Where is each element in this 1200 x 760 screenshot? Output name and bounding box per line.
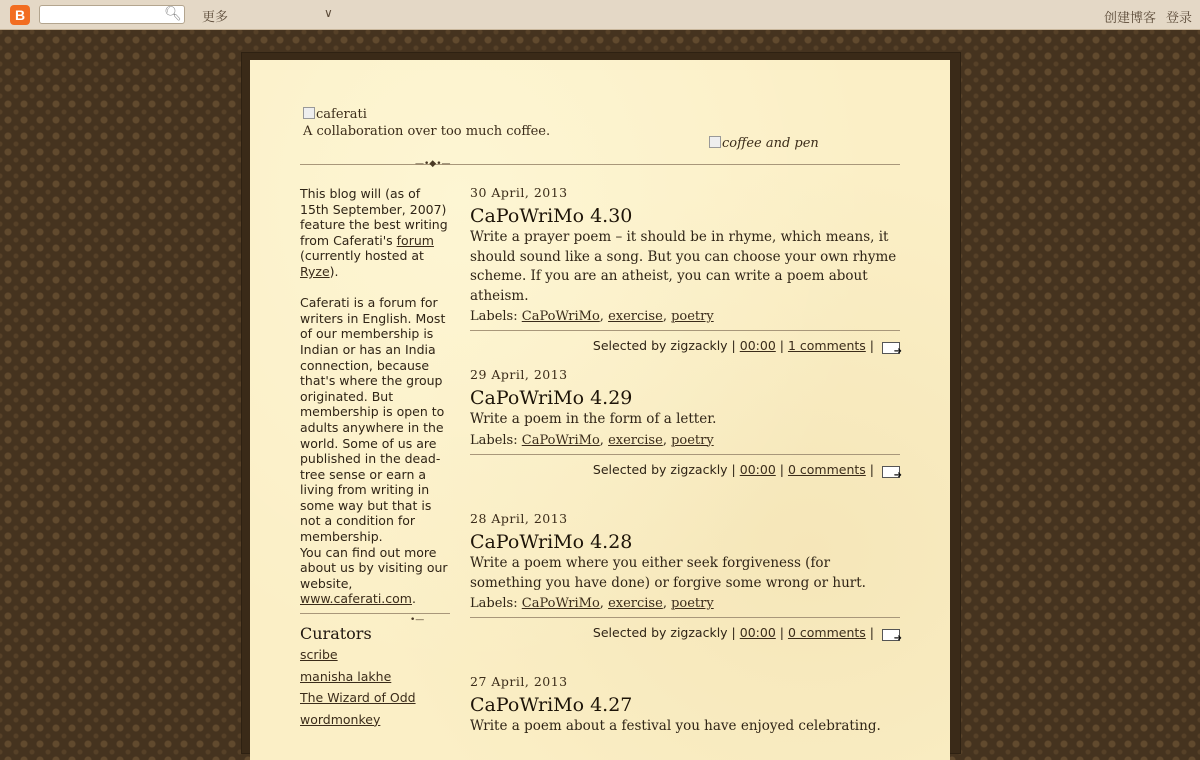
post-body: Write a poem where you either seek forgiveness (for something you have done) or forgive some wrong or hurt.: [470, 555, 866, 591]
curator-link[interactable]: The Wizard of Odd: [300, 690, 416, 706]
label-link[interactable]: poetry: [671, 309, 714, 324]
post-title[interactable]: CaPoWriMo 4.30: [470, 205, 633, 227]
forum-link[interactable]: forum: [396, 232, 434, 248]
divider-flourish: —•◆•—: [415, 159, 451, 169]
navbar-more-menu[interactable]: 更多: [202, 10, 229, 25]
post-time-link[interactable]: 00:00: [739, 338, 776, 353]
post-labels: Labels: CaPoWriMo, exercise, poetry: [470, 309, 714, 324]
create-blog-link[interactable]: 创建博客: [1104, 11, 1157, 26]
label-link[interactable]: poetry: [671, 596, 714, 611]
blog-post: [470, 367, 900, 478]
comments-link[interactable]: 1 comments: [787, 338, 866, 353]
post-time-link[interactable]: 00:00: [739, 461, 776, 477]
post-divider: [470, 330, 900, 331]
about-text-3: You can find out more about us by visiting our website, www.caferati.com.: [300, 544, 448, 607]
chevron-down-icon[interactable]: ∨: [324, 6, 333, 20]
blog-description: A collaboration over too much coffee.: [303, 124, 551, 139]
comments-link[interactable]: 0 comments: [787, 461, 866, 477]
website-link[interactable]: www.caferati.com: [300, 591, 412, 607]
label-link[interactable]: poetry: [671, 432, 714, 448]
post-time-link[interactable]: 00:00: [739, 625, 776, 640]
blogger-navbar: [0, 0, 1200, 30]
comments-link[interactable]: 0 comments: [787, 625, 866, 640]
post-title[interactable]: CaPoWriMo 4.29: [470, 387, 633, 409]
label-link[interactable]: exercise: [608, 596, 663, 611]
curator-link[interactable]: wordmonkey: [300, 711, 381, 727]
sidebar: [300, 186, 452, 733]
post-date: 27 April, 2013: [470, 674, 568, 689]
header-illustration: [709, 136, 819, 151]
post-labels: Labels: CaPoWriMo, exercise, poetry: [470, 596, 714, 611]
email-post-icon[interactable]: [882, 342, 900, 354]
curator-link[interactable]: manisha lakhe: [300, 668, 392, 684]
curator-link[interactable]: scribe: [300, 647, 338, 663]
blog-post: [470, 185, 900, 354]
curators-list: [300, 647, 452, 733]
email-post-icon[interactable]: [882, 466, 900, 478]
login-link[interactable]: 登录: [1166, 11, 1193, 26]
label-link[interactable]: exercise: [608, 309, 663, 324]
post-title[interactable]: CaPoWriMo 4.28: [470, 531, 633, 553]
post-divider: [470, 454, 900, 455]
sidebar-flourish: •—: [410, 615, 425, 625]
post-footer: Selected by zigzackly | 00:00 | 0 comments |➜: [470, 462, 900, 478]
ryze-link[interactable]: Ryze: [300, 263, 330, 279]
blogger-logo-icon[interactable]: B: [10, 5, 30, 25]
label-link[interactable]: exercise: [608, 432, 663, 448]
post-date: 28 April, 2013: [470, 511, 568, 526]
blog-post: [470, 511, 900, 641]
broken-image-icon: [303, 107, 315, 119]
post-body: Write a prayer poem – it should be in rhyme, which means, it should sound like a song. But you can choose your own rhyme scheme. If you are an atheist, you can write a poem about atheism.: [470, 229, 897, 304]
post-title[interactable]: CaPoWriMo 4.27: [470, 694, 633, 716]
post-date: 30 April, 2013: [470, 185, 568, 200]
post-divider: [470, 617, 900, 618]
broken-image-icon: [709, 136, 721, 148]
label-link[interactable]: CaPoWriMo: [521, 596, 600, 611]
label-link[interactable]: CaPoWriMo: [521, 432, 600, 448]
sidebar-divider: [300, 613, 450, 614]
blog-post: [470, 674, 900, 737]
post-footer: Selected by zigzackly | 00:00 | 1 comments |➜: [470, 338, 900, 354]
post-body: Write a poem in the form of a letter.: [470, 411, 717, 427]
about-text-2: Caferati is a forum for writers in English. Most of our membership is Indian or has an India connection, because that's where the group originated. But membership is open to adults anywhere in the world. Some of us are published in the dead-tree sense or earn a living from writing in some way but that is not a condition for membership.: [300, 295, 446, 545]
blog-header-image[interactable]: [303, 107, 367, 122]
label-link[interactable]: CaPoWriMo: [521, 309, 600, 324]
about-text: This blog will (as of 15th September, 2007) feature the best writing from Caferati's forum (currently hosted at Ryze).: [300, 186, 448, 279]
post-date: 29 April, 2013: [470, 367, 568, 382]
email-post-icon[interactable]: [882, 629, 900, 641]
post-footer: Selected by zigzackly | 00:00 | 0 comments |➜: [470, 625, 900, 641]
blog-header-alt: caferati: [316, 107, 367, 122]
header-divider: [300, 164, 900, 165]
post-labels: Labels: CaPoWriMo, exercise, poetry: [470, 432, 714, 448]
search-icon[interactable]: 🔍︎: [164, 6, 182, 22]
blog-content: [250, 60, 950, 760]
header-illustration-alt: coffee and pen: [722, 136, 819, 151]
curators-heading: Curators: [300, 624, 372, 644]
post-body: Write a poem about a festival you have enjoyed celebrating.: [470, 718, 881, 734]
